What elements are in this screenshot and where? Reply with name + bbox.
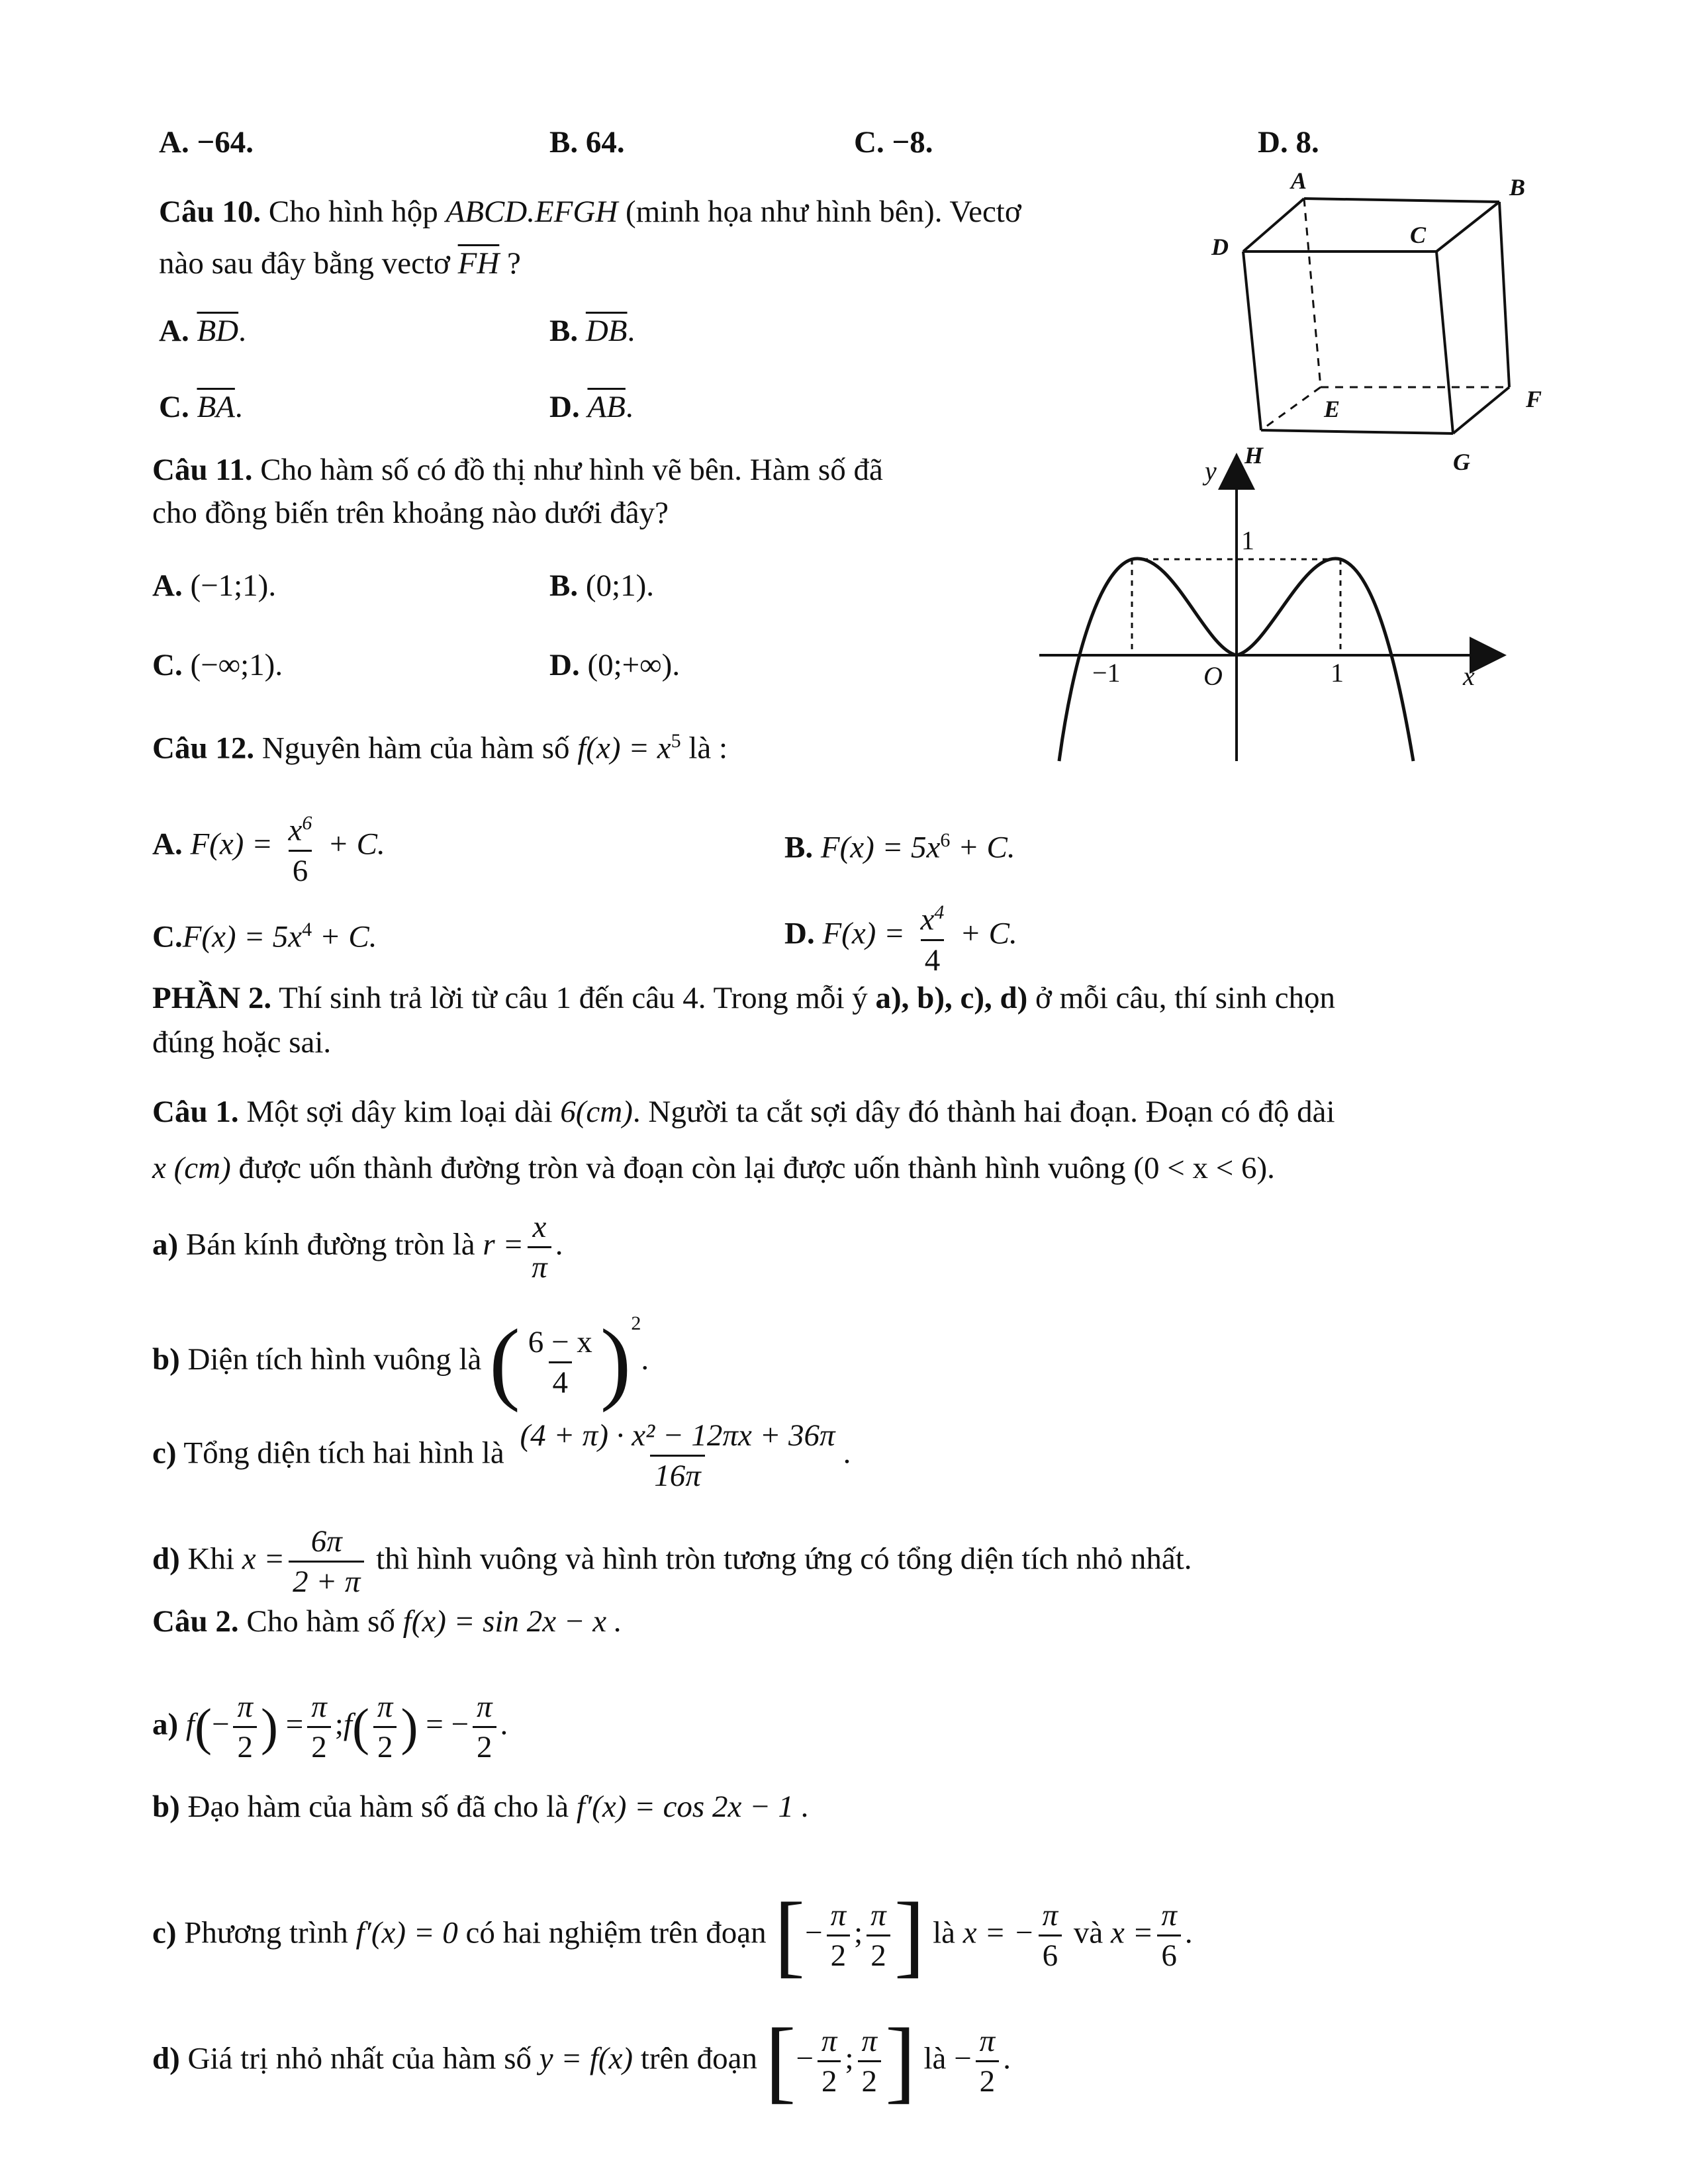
p2q2-c-frac1: [827, 1896, 851, 1975]
p2q2-c-frac2-den: 2: [867, 1934, 890, 1975]
p2q1-b-fraction: [524, 1323, 596, 1402]
p2q2-c-x2: x =: [1110, 1915, 1154, 1950]
p2q1-c: [152, 1416, 851, 1495]
p2q1-d-lhs: x =: [242, 1541, 285, 1576]
p2q2-c-end: .: [1184, 1915, 1193, 1950]
p2q2-stem-text: Cho hàm số: [246, 1604, 395, 1639]
p2q2-b-key: b): [152, 1790, 180, 1824]
p2q2-a-frac4-den: 2: [473, 1726, 496, 1766]
p2q1-d-text2: thì hình vuông và hình tròn tương ứng có tổng diện tích nhỏ nhất.: [376, 1541, 1192, 1576]
vertex-F: F: [1526, 386, 1542, 412]
q12-a-num: x: [288, 813, 303, 848]
p2q2-a-eq1: =: [285, 1707, 304, 1742]
p2q2-a-neg2: −: [451, 1707, 469, 1742]
edge-DA: [1243, 199, 1304, 251]
q12-label: Câu 12.: [152, 731, 255, 766]
p2q2-d-text3: là: [923, 2041, 947, 2076]
q12-c-rhs: + C.: [319, 919, 377, 954]
p2q2-c-text3: là: [933, 1915, 956, 1950]
vertex-E: E: [1324, 396, 1340, 422]
q10-target-vector: $\overline{FH}$: [457, 246, 500, 281]
p2q1-c-den: 16π: [650, 1455, 705, 1495]
p2q2-a-end: .: [500, 1707, 508, 1742]
q10-stem1: Cho hình hộp: [268, 195, 438, 229]
p2q2-c-neg: −: [805, 1915, 823, 1950]
q9-option-d: [1258, 122, 1319, 162]
q9-option-c: [854, 122, 933, 162]
p2q1-length: 6(cm): [560, 1095, 633, 1129]
q9-option-b: [549, 122, 625, 162]
p2q2-d: d) Giá trị nhỏ nhất của hàm số y = f(x) trên đoạn [− $\frac{\pi}{2}$ ; $\frac{\pi}{2}$ ] là − $\frac{\pi}{2}$ .: [152, 2009, 1011, 2113]
p2q2-c-frac2-num: π: [870, 1898, 886, 1933]
part2-line1b: ở mỗi câu, thí sinh chọn: [1035, 981, 1336, 1015]
x-neg1-label: −1: [1092, 658, 1121, 688]
q12-a-num-exp: 6: [302, 812, 312, 834]
q10-a-vector: $\overline{BD}$: [197, 314, 239, 348]
q12-tail: là :: [688, 731, 728, 766]
p2q1-a-text: Bán kính đường tròn là: [185, 1227, 475, 1262]
q12-stem-text: Nguyên hàm của hàm số: [261, 731, 570, 766]
p2q2-a-sep: ;: [334, 1707, 344, 1742]
p2q1-d: [152, 1522, 1192, 1601]
p2q2-c-frac3: [1039, 1896, 1062, 1975]
p2q2-a-frac4-num: π: [476, 1690, 492, 1724]
edge-EH: [1261, 387, 1321, 430]
q12-option-d: [784, 893, 1017, 979]
q12-a-key: A.: [152, 827, 183, 862]
q12-a-den: 6: [289, 850, 312, 890]
q12-a-rhs: + C.: [328, 827, 385, 862]
p2q2-c-frac2: [867, 1896, 890, 1975]
p2q2-b: [152, 1787, 810, 1827]
q9-c-text: C. −8.: [854, 125, 933, 159]
p2q1-a-num: x: [532, 1210, 547, 1244]
p2q2-d-frac3-num: π: [979, 2024, 996, 2058]
p2q1-line2: [152, 1148, 1275, 1188]
q12-option-c: [152, 910, 377, 957]
p2q2-d-frac2-den: 2: [858, 2060, 882, 2101]
q12-stem: [152, 721, 727, 768]
p2q2-a-key: a): [152, 1707, 179, 1742]
p2q1-c-end: .: [843, 1435, 851, 1471]
q10-stem-line2: [159, 244, 521, 283]
q12-c-exp: 4: [302, 919, 312, 940]
p2q2-function: f(x) = sin 2x − x .: [402, 1604, 622, 1639]
part2-line2: [152, 1023, 331, 1062]
q12-b-lhs: F(x) = 5x: [820, 830, 941, 865]
p2q1-line1b: . Người ta cắt sợi dây đó thành hai đoạn. Đoạn có độ dài: [632, 1095, 1335, 1129]
p2q1-label: Câu 1.: [152, 1095, 239, 1129]
q12-d-rhs: + C.: [960, 916, 1017, 951]
vertex-G: G: [1453, 449, 1470, 473]
edge-GF: [1453, 387, 1509, 433]
q10-box-name: ABCD.EFGH: [445, 195, 618, 229]
p2q1-d-den: 2 + π: [289, 1561, 364, 1601]
q11-d-text: (0;+∞).: [587, 648, 680, 682]
p2q1-b-text: Diện tích hình vuông là: [187, 1342, 482, 1377]
p2q2-c-frac4-num: π: [1161, 1898, 1177, 1933]
q12-d-den: 4: [921, 939, 945, 979]
p2q1-var: x (cm): [152, 1151, 231, 1185]
p2q2-a-frac3-num: π: [377, 1690, 393, 1724]
q10-c-key: C.: [159, 390, 189, 424]
p2q2-a-frac2-den: 2: [307, 1726, 331, 1766]
p2q1-line2-text: được uốn thành đường tròn và đoạn còn lại được uốn thành hình vuông: [238, 1151, 1126, 1185]
q12-b-key: B.: [784, 830, 814, 865]
q10-line2: nào sau đây bằng vectơ: [159, 246, 450, 281]
p2q1-a-end: .: [555, 1227, 563, 1262]
q11-graph: [1033, 450, 1509, 774]
q10-a-key: A.: [159, 314, 189, 348]
q11-option-b: [549, 566, 654, 606]
q9-option-a: [159, 122, 254, 162]
p2q2-a-eq2: =: [426, 1707, 444, 1742]
p2q2-stem: [152, 1602, 622, 1641]
q11-a-text: (−1;1).: [190, 569, 277, 603]
y-axis-label: y: [1205, 456, 1217, 486]
q11-b-key: B.: [549, 569, 579, 603]
p2q2-c-frac4: [1157, 1896, 1181, 1975]
p2q1-b-end: .: [641, 1342, 649, 1377]
q12-d-num-exp: 4: [934, 901, 945, 923]
p2q2-c-frac4-den: 6: [1157, 1934, 1181, 1975]
p2q2-c-text2: có hai nghiệm trên đoạn: [465, 1915, 767, 1950]
q10-label: Câu 10.: [159, 195, 261, 229]
p2q1-a-lhs: r =: [483, 1227, 524, 1262]
part2-items: a), b), c), d): [875, 981, 1028, 1015]
p2q2-d-frac2: [858, 2022, 882, 2101]
p2q1-d-num: 6π: [310, 1524, 342, 1559]
q12-function: f(x) = x: [577, 731, 671, 766]
p2q2-d-frac1-den: 2: [818, 2060, 841, 2101]
q11-stem-line2: [152, 493, 669, 533]
p2q1-a-den: π: [528, 1246, 551, 1287]
edge-BC: [1436, 202, 1499, 251]
p2q2-c-frac3-den: 6: [1039, 1934, 1062, 1975]
q12-func-exponent: 5: [671, 730, 681, 752]
p2q1-a-key: a): [152, 1227, 179, 1262]
q10-option-c: C. $\overline{BA}$.: [159, 390, 243, 424]
p2q1-b-num: 6 − x: [528, 1324, 592, 1359]
q12-a-lhs: F(x) =: [190, 827, 273, 862]
q12-option-b: [784, 821, 1015, 868]
p2q2-d-key: d): [152, 2041, 180, 2076]
p2q2-d-frac2-num: π: [861, 2024, 878, 2058]
p2q2-label: Câu 2.: [152, 1604, 239, 1639]
y-one-label: 1: [1241, 525, 1254, 555]
q12-option-a: [152, 804, 385, 890]
q10-b-key: B.: [549, 314, 579, 348]
p2q2-d-frac3: [976, 2022, 1000, 2101]
p2q2-c: c) Phương trình f′(x) = 0 có hai nghiệm trên đoạn [− $\frac{\pi}{2}$ ; $\frac{\pi}{2}$ ] là x = − $\frac{\pi}{6}$ và x = $\frac{\pi}{6}$ .: [152, 1884, 1193, 1987]
q12-d-num: x: [920, 902, 935, 937]
p2q2-d-text1: Giá trị nhỏ nhất của hàm số: [187, 2041, 532, 2076]
q12-b-rhs: + C.: [958, 830, 1015, 865]
p2q2-a-neg1: −: [211, 1707, 230, 1742]
p2q2-a-frac2-num: π: [311, 1690, 327, 1724]
q10-c-vector: $\overline{BA}$: [197, 390, 235, 424]
part2-line1: [152, 978, 1335, 1018]
edge-CG: [1436, 251, 1453, 433]
p2q1-b: b) Diện tích hình vuông là ( $\frac{6 - x}{4}$ )$^2$.: [152, 1310, 649, 1414]
x-pos1-label: 1: [1331, 658, 1344, 688]
p2q2-c-text1: Phương trình: [184, 1915, 348, 1950]
p2q2-c-expr: f′(x) = 0: [355, 1915, 458, 1950]
q12-a-fraction: [285, 804, 316, 890]
q11-stem-line1: [152, 450, 883, 490]
p2q1-d-text1: Khi: [187, 1541, 235, 1576]
q11-c-key: C.: [152, 648, 183, 682]
p2q1-c-fraction: [516, 1416, 839, 1495]
p2q2-c-sep: ;: [854, 1915, 863, 1950]
p2q2-d-frac3-den: 2: [976, 2060, 1000, 2101]
part2-label: PHẦN 2.: [152, 981, 272, 1015]
q10-option-b: B. $\overline{DB}$.: [549, 314, 635, 348]
p2q1-condition: (0 < x < 6).: [1133, 1151, 1275, 1185]
p2q2-c-frac1-den: 2: [827, 1934, 851, 1975]
p2q1-c-num: (4 + π) · x² − 12πx + 36π: [520, 1418, 835, 1453]
edge-AE: [1304, 199, 1321, 387]
p2q2-a-frac2: [307, 1688, 331, 1766]
q11-option-d: [549, 645, 680, 685]
p2q1-d-key: d): [152, 1541, 180, 1576]
vertex-C: C: [1410, 222, 1427, 248]
p2q2-d-neg: −: [796, 2041, 814, 2076]
p2q2-c-key: c): [152, 1915, 177, 1950]
q9-d-text: D. 8.: [1258, 125, 1319, 159]
q12-c-lhs: F(x) = 5x: [182, 919, 303, 954]
p2q2-b-expr: f′(x) = cos 2x − 1 .: [576, 1790, 810, 1824]
p2q1-line1: [152, 1092, 1335, 1132]
part2-line2-text: đúng hoặc sai.: [152, 1025, 332, 1060]
vertex-B: B: [1509, 174, 1526, 201]
p2q2-d-frac1-num: π: [821, 2024, 837, 2058]
p2q2-d-sep: ;: [845, 2041, 854, 2076]
p2q2-a-frac4: [473, 1688, 496, 1766]
edge-BF: [1499, 202, 1509, 387]
edge-HG: [1261, 430, 1453, 433]
p2q1-b-key: b): [152, 1342, 180, 1377]
q11-line1: Cho hàm số có đồ thị như hình vẽ bên. Hàm số đã: [260, 453, 883, 487]
p2q2-a-f2: f: [343, 1707, 352, 1742]
p2q2-a-frac3: [373, 1688, 397, 1766]
q10-box-figure: [1192, 169, 1562, 473]
p2q2-c-x1: x = −: [962, 1915, 1035, 1950]
q10-option-a: A. $\overline{BD}$.: [159, 314, 246, 348]
p2q2-d-expr: y = f(x): [539, 2041, 633, 2076]
p2q2-a-f1: f: [185, 1707, 195, 1742]
p2q2-a-frac1-num: π: [237, 1690, 254, 1724]
vertex-D: D: [1211, 234, 1229, 260]
q11-line2: cho đồng biến trên khoảng nào dưới đây?: [152, 496, 669, 530]
p2q2-d-end: .: [1003, 2041, 1011, 2076]
q10-d-vector: $\overline{AB}$: [587, 390, 626, 424]
q9-b-text: B. 64.: [549, 125, 625, 159]
q12-b-exp: 6: [940, 829, 951, 851]
p2q2-a-frac1-den: 2: [233, 1726, 257, 1766]
x-axis-label: x: [1463, 661, 1475, 691]
p2q1-b-exp: 2: [631, 1312, 641, 1334]
q11-option-a: [152, 566, 276, 606]
q10-option-d: D. $\overline{AB}$.: [549, 390, 633, 424]
p2q2-d-neg2: −: [954, 2041, 972, 2076]
q12-d-lhs: F(x) =: [822, 916, 905, 951]
q10-qmark: ?: [507, 246, 521, 281]
p2q1-d-fraction: [289, 1522, 364, 1601]
q12-d-key: D.: [784, 916, 815, 951]
p2q2-a: a) f(− $\frac{\pi}{2}$ ) = $\frac{\pi}{2}$ ;f( $\frac{\pi}{2}$ ) = − $\frac{\pi}{2}$ .: [152, 1688, 508, 1766]
q12-d-fraction: [917, 893, 949, 979]
p2q1-c-key: c): [152, 1435, 177, 1471]
q10-b-vector: $\overline{DB}$: [585, 314, 628, 348]
edge-DH: [1243, 251, 1261, 430]
q11-b-text: (0;1).: [585, 569, 654, 603]
q12-c-key: C.: [152, 919, 183, 954]
p2q2-a-frac3-den: 2: [373, 1726, 397, 1766]
p2q2-d-frac1: [818, 2022, 841, 2101]
p2q2-a-frac1: [233, 1688, 257, 1766]
p2q2-c-frac1-num: π: [830, 1898, 847, 1933]
p2q1-a: [152, 1208, 563, 1287]
edge-AB: [1304, 199, 1499, 202]
vertex-H: H: [1244, 442, 1264, 469]
q9-a-text: A. −64.: [159, 125, 254, 159]
q11-option-c: [152, 645, 283, 685]
p2q1-line1a: Một sợi dây kim loại dài: [246, 1095, 553, 1129]
q11-a-key: A.: [152, 569, 183, 603]
q10-stem-line1: [159, 192, 1021, 232]
p2q1-a-fraction: [528, 1208, 551, 1287]
p2q2-c-frac3-num: π: [1042, 1898, 1058, 1933]
vertex-A: A: [1291, 169, 1307, 194]
q10-stem2: (minh họa như hình bên). Vectơ: [626, 195, 1021, 229]
origin-label: O: [1203, 661, 1223, 691]
q11-d-key: D.: [549, 648, 580, 682]
part2-line1a: Thí sinh trả lời từ câu 1 đến câu 4. Trong mỗi ý: [279, 981, 868, 1015]
p2q1-c-text: Tổng diện tích hai hình là: [183, 1435, 504, 1471]
q11-c-text: (−∞;1).: [190, 648, 283, 682]
p2q2-c-and: và: [1073, 1915, 1103, 1950]
q10-d-key: D.: [549, 390, 580, 424]
q11-label: Câu 11.: [152, 453, 253, 487]
p2q1-b-den: 4: [549, 1361, 573, 1402]
p2q2-d-text2: trên đoạn: [640, 2041, 758, 2076]
p2q2-b-text: Đạo hàm của hàm số đã cho là: [187, 1790, 569, 1824]
